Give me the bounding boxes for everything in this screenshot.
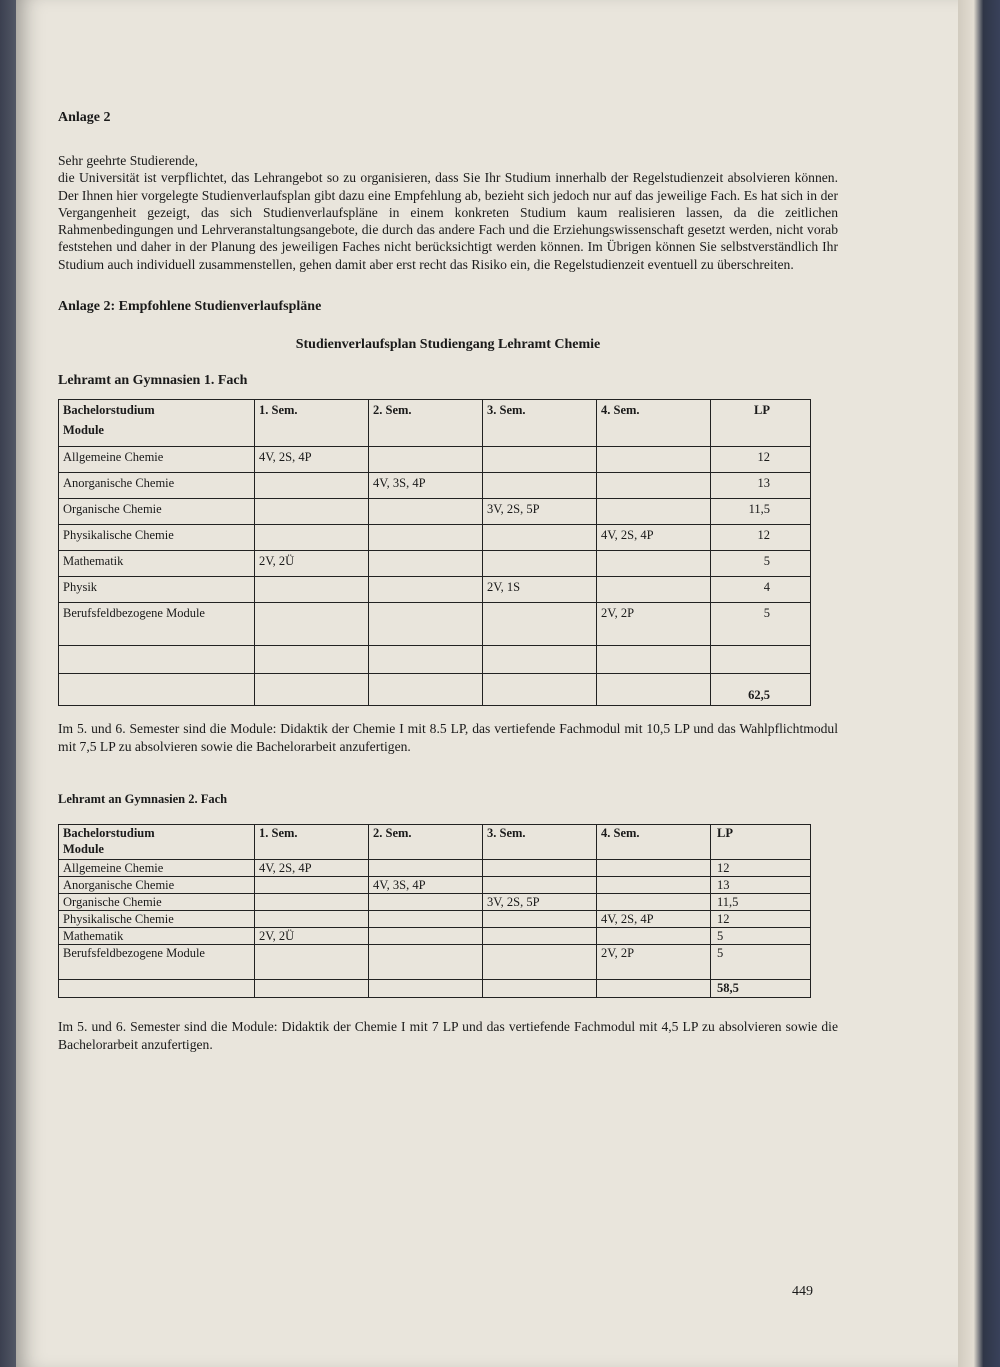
sem-cell <box>483 447 597 473</box>
sem-cell <box>483 525 597 551</box>
header-cell-module: Bachelorstudium Module <box>59 825 255 860</box>
sem-cell: 2V, 2P <box>597 603 711 646</box>
sem-cell <box>369 860 483 877</box>
module-cell: Allgemeine Chemie <box>59 860 255 877</box>
table-row <box>59 447 811 473</box>
module-cell: Physikalische Chemie <box>59 525 255 551</box>
sem-cell: 4V, 2S, 4P <box>255 447 369 473</box>
plan-title: Studienverlaufsplan Studiengang Lehramt Chemie <box>295 337 601 353</box>
sem-cell <box>255 877 369 894</box>
table-total-row <box>59 980 811 998</box>
header-cell-sem1: 1. Sem. <box>255 400 369 447</box>
note-2: Im 5. und 6. Semester sind die Module: Didaktik der Chemie I mit 7 LP und das vertiefende Fachmodul mit 4,5 LP zu absolvieren sowie die Bachelorarbeit anzufertigen. <box>58 1019 838 1053</box>
lp-total: 62,5 <box>711 674 811 706</box>
module-cell: Anorganische Chemie <box>59 473 255 499</box>
lp-cell: 13 <box>711 473 811 499</box>
document-page <box>16 0 958 1367</box>
lp-cell: 11,5 <box>711 894 811 911</box>
sem-cell <box>369 945 483 980</box>
sem-cell: 4V, 2S, 4P <box>597 911 711 928</box>
module-cell: Physik <box>59 577 255 603</box>
sem-cell <box>369 525 483 551</box>
header-cell-sem3: 3. Sem. <box>483 400 597 447</box>
header-cell-sem3: 3. Sem. <box>483 825 597 860</box>
module-cell: Physikalische Chemie <box>59 911 255 928</box>
sem-cell <box>597 473 711 499</box>
table-header-row <box>59 825 811 860</box>
table-row <box>59 860 811 877</box>
lp-cell: 5 <box>711 603 811 646</box>
sem-cell <box>597 577 711 603</box>
section-heading: Anlage 2: Empfohlene Studienverlaufspläne <box>58 299 322 315</box>
sem-cell <box>369 577 483 603</box>
sem-cell <box>483 603 597 646</box>
sem-cell: 4V, 2S, 4P <box>597 525 711 551</box>
table-row-empty <box>59 646 811 674</box>
sem-cell <box>369 551 483 577</box>
intro-greeting: Sehr geehrte Studierende, <box>58 153 199 168</box>
sem-cell <box>597 894 711 911</box>
sem-cell: 3V, 2S, 5P <box>483 499 597 525</box>
table1-title: Lehramt an Gymnasien 1. Fach <box>58 373 248 389</box>
sem-cell <box>255 499 369 525</box>
sem-cell <box>483 911 597 928</box>
sem-cell <box>597 447 711 473</box>
sem-cell: 4V, 2S, 4P <box>255 860 369 877</box>
sem-cell <box>255 945 369 980</box>
table-row <box>59 473 811 499</box>
sem-cell <box>255 577 369 603</box>
lp-cell: 4 <box>711 577 811 603</box>
sem-cell <box>369 603 483 646</box>
header-cell-sem2: 2. Sem. <box>369 400 483 447</box>
lp-cell: 11,5 <box>711 499 811 525</box>
study-plan-table-1 <box>58 399 811 706</box>
lp-cell: 12 <box>711 447 811 473</box>
lp-cell: 13 <box>711 877 811 894</box>
table-row <box>59 894 811 911</box>
module-cell: Organische Chemie <box>59 894 255 911</box>
sem-cell: 3V, 2S, 5P <box>483 894 597 911</box>
sem-cell <box>483 473 597 499</box>
module-cell: Berufsfeldbezogene Module <box>59 603 255 646</box>
header-cell-sem1: 1. Sem. <box>255 825 369 860</box>
note-1: Im 5. und 6. Semester sind die Module: Didaktik der Chemie I mit 8.5 LP, das vertiefende Fachmodul mit 10,5 LP und das Wahlpflichtmodul mit 7,5 LP zu absolvieren sowie die Bachelorarbeit anzufertigen. <box>58 721 838 755</box>
sem-cell <box>483 551 597 577</box>
sem-cell <box>597 551 711 577</box>
sem-cell: 4V, 3S, 4P <box>369 473 483 499</box>
sem-cell: 4V, 3S, 4P <box>369 877 483 894</box>
table-row <box>59 577 811 603</box>
header-cell-sem4: 4. Sem. <box>597 400 711 447</box>
table-total-row <box>59 674 811 706</box>
sem-cell <box>597 499 711 525</box>
sem-cell <box>255 911 369 928</box>
sem-cell <box>483 877 597 894</box>
sem-cell <box>483 945 597 980</box>
sem-cell <box>255 525 369 551</box>
intro-body: die Universität ist verpflichtet, das Lehrangebot so zu organisieren, dass Sie Ihr Studium innerhalb der Regelstudienzeit absolvieren können. Der Ihnen hier vorgelegte Studienverlaufsplan gibt dazu eine Empfehlung ab, bezieht sich jedoch nur auf das jeweilige Fach. Es hat sich in der Vergangenheit gezeigt, das sich Studienverlaufspläne in einem konkreten Studium kaum realisieren lassen, da die zeitlichen Rahmenbedingungen und Lehrveranstaltungsangebote, die durch das andere Fach und die Erziehungswissenschaft gesetzt werden, nicht vorab feststehen und daher in der Planung des jeweiligen Faches nicht berücksichtigt werden können. Im Übrigen können Sie selbstverständlich Ihr Studium auch individuell zusammenstellen, gehen damit aber erst recht das Risiko ein, die Regelstudienzeit eventuell zu überschreiten. <box>58 170 838 272</box>
header-cell-sem2: 2. Sem. <box>369 825 483 860</box>
table2-title: Lehramt an Gymnasien 2. Fach <box>58 792 228 807</box>
sem-cell <box>369 928 483 945</box>
sem-cell: 2V, 2P <box>597 945 711 980</box>
sem-cell <box>369 911 483 928</box>
table-row <box>59 945 811 980</box>
sem-cell <box>369 499 483 525</box>
table-row <box>59 911 811 928</box>
lp-total: 58,5 <box>711 980 811 998</box>
sem-cell: 2V, 2Ü <box>255 551 369 577</box>
lp-cell: 5 <box>711 551 811 577</box>
sem-cell <box>255 603 369 646</box>
module-cell: Berufsfeldbezogene Module <box>59 945 255 980</box>
sem-cell <box>597 928 711 945</box>
lp-cell: 12 <box>711 860 811 877</box>
lp-cell: 12 <box>711 525 811 551</box>
sem-cell <box>483 860 597 877</box>
header-cell-sem4: 4. Sem. <box>597 825 711 860</box>
sem-cell <box>255 894 369 911</box>
page-number: 449 <box>792 1284 813 1299</box>
sem-cell <box>597 877 711 894</box>
module-cell: Allgemeine Chemie <box>59 447 255 473</box>
table-row <box>59 603 811 646</box>
table-header-row <box>59 400 811 447</box>
module-cell: Anorganische Chemie <box>59 877 255 894</box>
sem-cell: 2V, 2Ü <box>255 928 369 945</box>
table-row <box>59 551 811 577</box>
sem-cell <box>369 447 483 473</box>
sem-cell <box>597 860 711 877</box>
module-cell: Mathematik <box>59 551 255 577</box>
lp-cell: 5 <box>711 945 811 980</box>
table-row <box>59 499 811 525</box>
sem-cell: 2V, 1S <box>483 577 597 603</box>
module-cell: Mathematik <box>59 928 255 945</box>
sem-cell <box>255 473 369 499</box>
header-cell-lp: LP <box>711 825 811 860</box>
module-cell: Organische Chemie <box>59 499 255 525</box>
header-cell-module: Bachelorstudium Module <box>59 400 255 447</box>
table-row <box>59 525 811 551</box>
study-plan-table-2 <box>58 824 811 998</box>
sem-cell <box>483 928 597 945</box>
lp-cell: 12 <box>711 911 811 928</box>
anlage-heading: Anlage 2 <box>58 110 111 125</box>
sem-cell <box>369 894 483 911</box>
lp-cell: 5 <box>711 928 811 945</box>
table-row <box>59 928 811 945</box>
header-cell-lp: LP <box>711 400 811 447</box>
page-content <box>58 110 838 1054</box>
table-row <box>59 877 811 894</box>
book-edge-right <box>956 0 1000 1367</box>
